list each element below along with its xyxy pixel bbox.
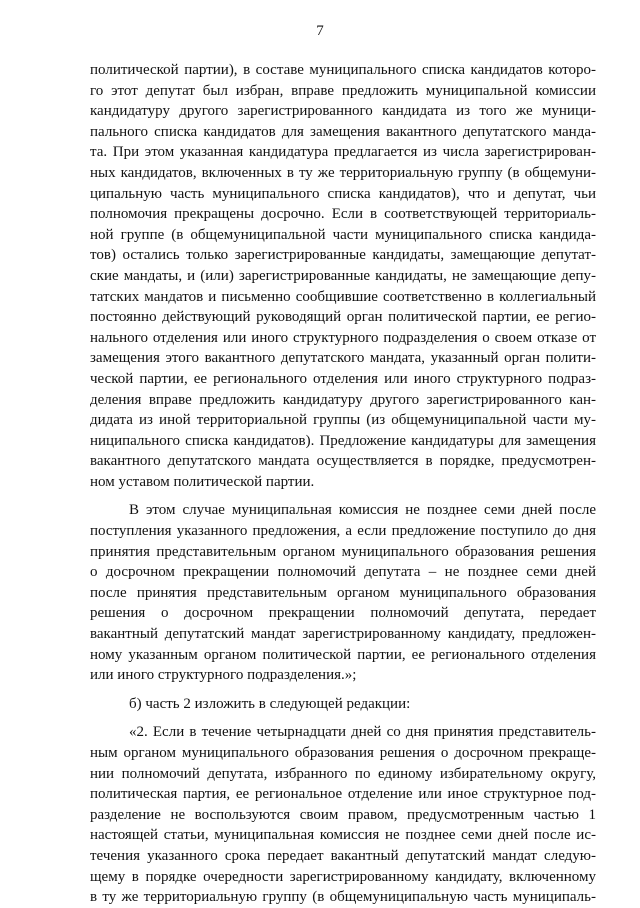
text-line: дидата из иной территориальной группы (из общемуниципальной части му- xyxy=(90,412,596,429)
text-line: постоянно действующий руководящий орган политической партии, ее регио- xyxy=(90,309,596,326)
text-line: полномочия прекращены досрочно. Если в соответствующей территориаль- xyxy=(90,206,596,223)
text-line: поступления указанного предложения, а если предложение поступило до дня xyxy=(90,523,596,540)
paragraph xyxy=(90,500,596,685)
text-line: в ту же территориальную группу (в общемуниципальную часть муниципаль- xyxy=(90,889,596,906)
paragraph xyxy=(90,60,596,492)
text-line: ном уставом политической партии. xyxy=(90,473,315,490)
text-line: б) часть 2 изложить в следующей редакции: xyxy=(129,695,411,712)
text-line: татских мандатов и письменно сообщившие соответственно в коллегиальный xyxy=(90,288,596,305)
text-line: нии полномочий депутата, избранного по единому избирательному округу, xyxy=(90,765,596,782)
paragraph-gap xyxy=(90,714,596,722)
text-line: нального отделения или иного структурного подразделения о своем отказе от xyxy=(90,329,596,346)
text-line: ческой партии, ее регионального отделения или иного структурного подраз- xyxy=(90,370,596,387)
paragraph-gap xyxy=(90,492,596,500)
text-line: ному указанным органом политической партии, ее регионального отделения xyxy=(90,646,596,663)
text-line: ниципального списка кандидатов). Предложение кандидатуры для замещения xyxy=(90,432,596,449)
text-line: В этом случае муниципальная комиссия не позднее семи дней после xyxy=(129,502,596,519)
text-line: течения указанного срока передает вакантный депутатский мандат следую- xyxy=(90,847,596,864)
page-number: 7 xyxy=(316,23,324,39)
text-line: после принятия представительным органом муниципального образования xyxy=(90,584,596,601)
paragraph-gap xyxy=(90,686,596,694)
text-line: ной группе (в общемуниципальной части муниципального списка кандида- xyxy=(90,226,596,243)
text-line: «2. Если в течение четырнадцати дней со дня принятия представитель- xyxy=(129,724,596,741)
text-line: ципальную часть муниципального списка кандидатов), что и депутат, чьи xyxy=(90,185,596,202)
text-line: ных кандидатов, включенных в ту же территориальную группу (в общемуни- xyxy=(90,164,596,181)
text-line: разделение не воспользуются своим правом, предусмотренным частью 1 xyxy=(90,806,596,823)
text-line: о досрочном прекращении полномочий депутата – не позднее семи дней xyxy=(90,564,596,581)
text-line: та. При этом указанная кандидатура предлагается из числа зарегистрирован- xyxy=(90,144,596,161)
text-line: вакантного депутатского мандата осуществляется в порядке, предусмотрен- xyxy=(90,453,596,470)
text-line: вакантный депутатский мандат зарегистрированному кандидату, предложен- xyxy=(90,626,596,643)
text-line: пального списка кандидатов для замещения вакантного депутатского манда- xyxy=(90,123,596,140)
text-line: политической партии), в составе муниципального списка кандидатов которо- xyxy=(90,62,596,78)
paragraph xyxy=(90,722,596,907)
text-line: принятия представительным органом муниципального образования решения xyxy=(90,543,596,560)
text-line: деления вправе предложить кандидатуру другого зарегистрированного кан- xyxy=(90,391,596,408)
text-line: решения о досрочном прекращении полномочий депутата, передает xyxy=(90,605,596,622)
text-line: тов) остались только зарегистрированные кандидаты, замещающие депутат- xyxy=(90,247,596,264)
text-line: го этот депутат был избран, вправе предложить муниципальной комиссии xyxy=(90,82,596,99)
paragraph xyxy=(90,694,596,715)
text-line: политическая партия, ее региональное отделение или иное структурное под- xyxy=(90,786,596,803)
text-line: кандидатуру другого зарегистрированного кандидата из того же муници- xyxy=(90,103,596,120)
document-body xyxy=(90,60,596,908)
text-line: замещения этого вакантного депутатского мандата, указанный орган полити- xyxy=(90,350,596,367)
text-line: щему в порядке очередности зарегистрированному кандидату, включенному xyxy=(90,868,596,885)
text-line: или иного структурного подразделения.»; xyxy=(90,667,357,684)
text-line: ным органом муниципального образования решения о досрочном прекраще- xyxy=(90,745,596,761)
text-line: настоящей статьи, муниципальная комиссия не позднее семи дней после ис- xyxy=(90,827,596,844)
text-line: ские мандаты, и (или) зарегистрированные кандидаты, не замещающие депу- xyxy=(90,267,596,284)
